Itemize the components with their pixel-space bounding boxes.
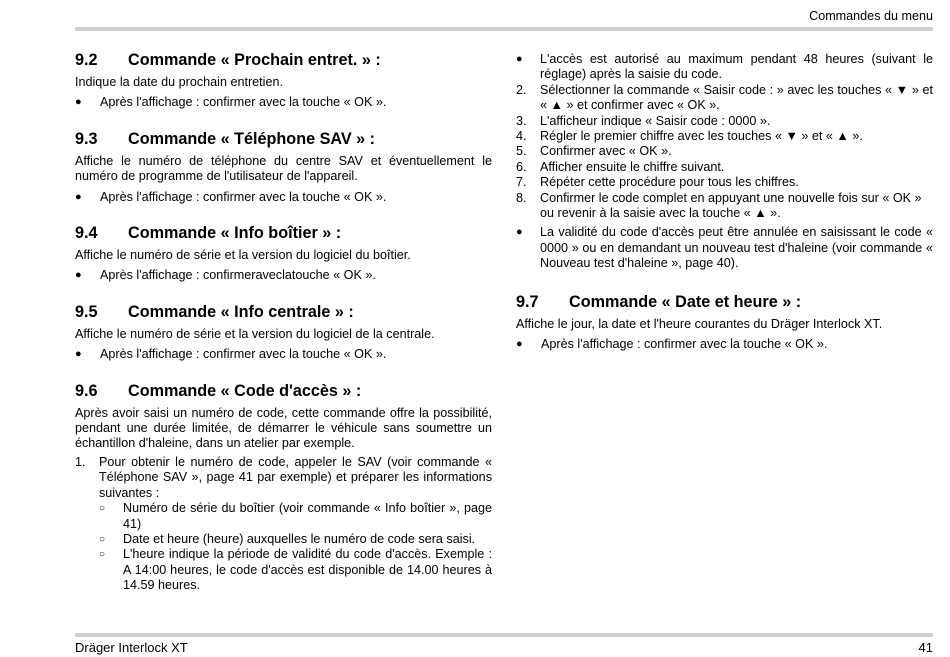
section-9-3 (75, 129, 492, 205)
section-9-6 (75, 381, 492, 594)
bullet-icon: ● (75, 269, 82, 282)
numbered-step (75, 455, 492, 501)
bullet-icon: ● (516, 53, 523, 65)
numbered-step (516, 83, 933, 114)
bullet-icon: ● (516, 226, 523, 239)
bullet-item (516, 337, 933, 352)
section-heading (75, 302, 492, 322)
step-text: Afficher ensuite le chiffre suivant. (540, 159, 725, 174)
bullet-icon: ● (75, 190, 82, 203)
bullet-text: Après l'affichage : confirmer avec la touche « OK ». (541, 337, 828, 352)
bullet-item (516, 225, 933, 271)
section-description: Indique la date du prochain entretien. (75, 75, 283, 89)
section-description: Après avoir saisi un numéro de code, cette commande offre la possibilité, pendant une durée limitée, de démarrer le véhicule sans soumettre un échantillon d'haleine, dans un atelier par exemple. (75, 405, 492, 451)
step-number: 3. (516, 113, 527, 128)
section-9-4 (75, 223, 492, 284)
section-heading (75, 129, 492, 149)
page-number: 41 (918, 640, 933, 655)
footer-rule (75, 633, 933, 637)
bullet-icon: ● (75, 96, 82, 109)
bullet-text: L'accès est autorisé au maximum pendant 48 heures (suivant le réglage) après la saisie du code. (540, 52, 933, 82)
step-text: Confirmer le code complet en appuyant une nouvelle fois sur « OK » ou revenir à la saisie avec la touche « ▲ ». (540, 190, 922, 221)
circle-bullet-icon: ○ (99, 503, 106, 515)
sub-item (99, 532, 492, 547)
circle-bullet-icon: ○ (99, 549, 106, 561)
numbered-step (516, 175, 933, 190)
bullet-item (75, 268, 492, 283)
section-number: 9.5 (75, 302, 98, 321)
section-number: 9.4 (75, 224, 98, 243)
sub-item (99, 547, 492, 593)
step-number: 5. (516, 144, 527, 159)
header-title: Commandes du menu (809, 9, 933, 23)
bullet-text: La validité du code d'accès peut être annulée en saisissant le code « 0000 » ou en demandant un nouveau test d'haleine (voir commande « Nouveau test d'haleine », page 40). (540, 225, 933, 271)
section-title: Commande « Code d'accès » : (128, 381, 362, 400)
header-rule (75, 27, 933, 31)
bullet-item (75, 95, 492, 110)
footer-product: Dräger Interlock XT (75, 640, 188, 655)
step-number: 7. (516, 175, 527, 190)
section-number: 9.2 (75, 51, 98, 69)
bullet-item (516, 52, 933, 83)
section-description: Affiche le numéro de série et la version du logiciel du boîtier. (75, 248, 411, 263)
numbered-step (516, 160, 933, 175)
section-number: 9.3 (75, 129, 98, 148)
sub-item-text: Date et heure (heure) auxquelles le numéro de code sera saisi. (123, 531, 476, 546)
section-title: Commande « Info centrale » : (128, 302, 354, 321)
step-number: 1. (75, 454, 86, 469)
step-text: Répéter cette procédure pour tous les chiffres. (540, 175, 799, 190)
circle-bullet-icon: ○ (99, 533, 106, 545)
numbered-step (516, 114, 933, 129)
bullet-icon: ● (516, 338, 523, 351)
section-title: Commande « Info boîtier » : (128, 224, 342, 243)
section-9-2 (75, 50, 492, 111)
step-text: Confirmer avec « OK ». (540, 144, 672, 159)
section-heading (75, 381, 492, 401)
numbered-step (516, 191, 933, 222)
bullet-icon: ● (75, 348, 82, 361)
bullet-item (75, 347, 492, 362)
step-text: Régler le premier chiffre avec les touches « ▼ » et « ▲ ». (540, 129, 863, 144)
step-number: 2. (516, 82, 527, 97)
step-number: 6. (516, 159, 527, 174)
section-9-7 (516, 292, 933, 353)
sub-item-text: Numéro de série du boîtier (voir commande « Info boîtier », page 41) (123, 501, 492, 531)
step-number: 4. (516, 129, 527, 144)
section-title: Commande « Prochain entret. » : (128, 51, 381, 69)
bullet-text: Après l'affichage : confirmer avec la touche « OK ». (100, 95, 387, 110)
numbered-step (516, 144, 933, 159)
bullet-text: Après l'affichage : confirmer avec la touche « OK ». (100, 347, 387, 362)
sub-item-text: L'heure indique la période de validité du code d'accès. Exemple : A 14:00 heures, le code d'accès est disponible de 14.00 heures à 14.59 heures. (123, 547, 492, 593)
left-column (75, 50, 492, 594)
section-title: Commande « Date et heure » : (569, 292, 802, 311)
step-text: L'afficheur indique « Saisir code : 0000 ». (540, 113, 771, 128)
section-number: 9.6 (75, 381, 98, 400)
section-description: Affiche le numéro de téléphone du centre SAV et éventuellement le numéro de programme de l'utilisateur de l'appareil. (75, 153, 492, 184)
section-heading (75, 50, 492, 70)
bullet-text: Après l'affichage : confirmeraveclatouche « OK ». (100, 268, 376, 283)
section-title: Commande « Téléphone SAV » : (128, 129, 376, 148)
bullet-item (75, 190, 492, 205)
bullet-text: Après l'affichage : confirmer avec la touche « OK ». (100, 189, 387, 204)
section-description: Affiche le jour, la date et l'heure courantes du Dräger Interlock XT. (516, 316, 883, 331)
step-text: Pour obtenir le numéro de code, appeler le SAV (voir commande « Téléphone SAV », page 41 par exemple) et préparer les informations suivantes : (99, 454, 492, 500)
section-heading (516, 292, 933, 312)
section-description: Affiche le numéro de série et la version du logiciel de la centrale. (75, 326, 435, 341)
right-column (516, 52, 933, 353)
step-number: 8. (516, 190, 527, 205)
section-9-5 (75, 302, 492, 363)
sub-item (99, 501, 492, 532)
section-number: 9.7 (516, 292, 539, 311)
step-text: Sélectionner la commande « Saisir code : » avec les touches « ▼ » et « ▲ » et confirmer avec « OK ». (540, 82, 933, 113)
section-heading (75, 223, 492, 243)
numbered-step (516, 129, 933, 144)
